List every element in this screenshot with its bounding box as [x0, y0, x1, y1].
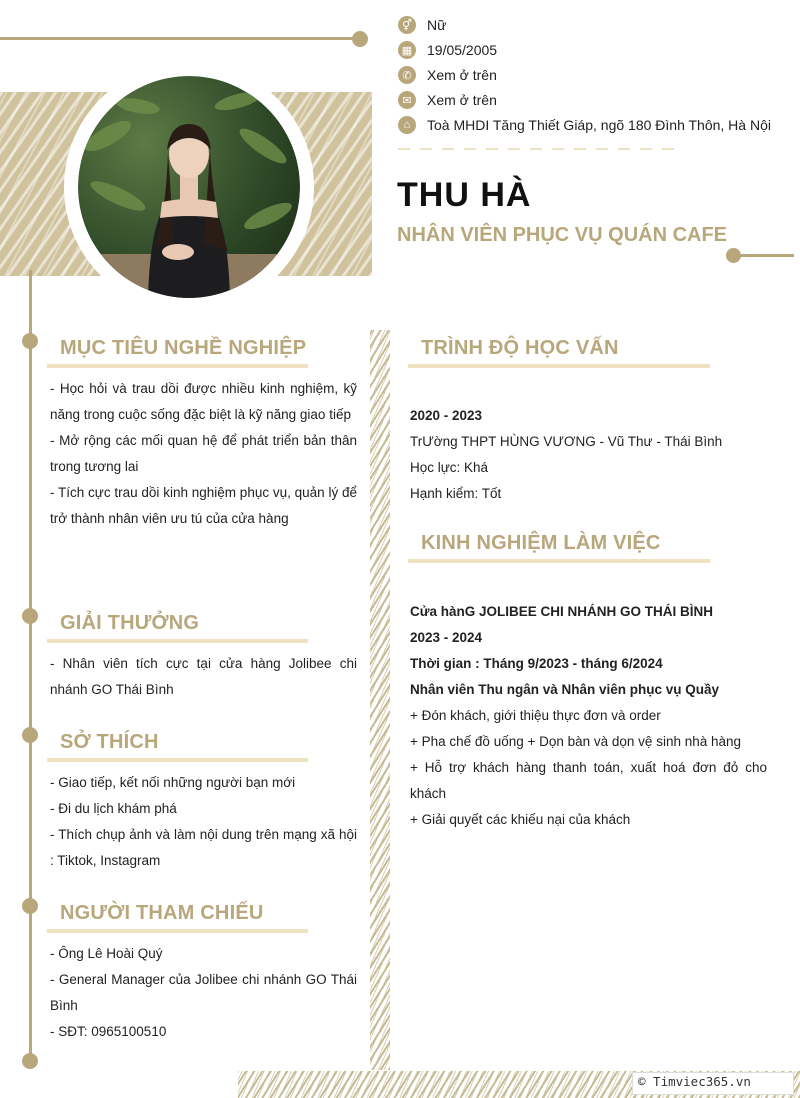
education-title: TRÌNH ĐỘ HỌC VẤN [421, 337, 619, 359]
education-grade: Học lực: Khá [410, 460, 489, 475]
hobbies-body [50, 770, 357, 874]
left-timeline-dot-awards [22, 608, 38, 624]
hobbies-line: - Thích chụp ảnh và làm nội dung trên mạng xã hội : Tiktok, Instagram [50, 827, 357, 868]
education-school: TrƯờng THPT HÙNG VƯƠNG - Vũ Thư - Thái Bình [410, 434, 723, 449]
experience-time: Thời gian : Tháng 9/2023 - tháng 6/2024 [410, 656, 663, 671]
avatar-photo [78, 76, 300, 298]
hobbies-underline [47, 758, 308, 762]
left-timeline [29, 270, 32, 1062]
objective-line: - Học hỏi và trau dồi được nhiều kinh nghiệm, kỹ năng trong cuộc sống đặc biệt là kỹ năng giao tiếp [50, 381, 357, 422]
left-timeline-dot-end [22, 1053, 38, 1069]
avatar [64, 62, 314, 312]
education-underline [408, 364, 710, 368]
experience-task: + Giải quyết các khiếu nại của khách [410, 812, 631, 827]
info-address [398, 115, 771, 135]
watermark-text: © Timviec365.vn [638, 1074, 751, 1089]
email-icon: ✉ [398, 91, 416, 109]
top-left-rule [0, 37, 354, 40]
info-email [398, 90, 497, 110]
position-rule [736, 254, 794, 257]
info-email-text: Xem ở trên [427, 92, 497, 108]
awards-underline [47, 639, 308, 643]
candidate-name: THU HÀ [397, 176, 532, 214]
hobbies-line: - Đi du lịch khám phá [50, 801, 177, 816]
references-line: - General Manager của Jolibee chi nhánh GO Thái Bình [50, 972, 357, 1013]
home-icon: ⌂ [398, 116, 416, 134]
objective-line: - Tích cực trau dồi kinh nghiệm phục vụ, quản lý để trở thành nhân viên ưu tú của cửa hàng [50, 485, 357, 526]
candidate-position: NHÂN VIÊN PHỤC VỤ QUÁN CAFE [397, 224, 728, 246]
references-line: - Ông Lê Hoài Quý [50, 946, 163, 961]
info-address-text: Toà MHDI Tăng Thiết Giáp, ngõ 180 Đình Thôn, Hà Nội [427, 117, 771, 133]
education-conduct: Hạnh kiểm: Tốt [410, 486, 502, 501]
education-body [410, 403, 770, 507]
calendar-icon: ▦ [398, 41, 416, 59]
info-gender-text: Nữ [427, 17, 447, 33]
experience-role: Nhân viên Thu ngân và Nhân viên phục vụ Quầy [410, 682, 720, 697]
education-period: 2020 - 2023 [410, 408, 483, 423]
left-timeline-dot-objective [22, 333, 38, 349]
experience-body [410, 599, 767, 833]
experience-company: Cửa hànG JOLIBEE CHI NHÁNH GO THÁI BÌNH [410, 604, 714, 619]
experience-period: 2023 - 2024 [410, 630, 483, 645]
top-left-rule-dot [352, 31, 368, 47]
references-title: NGƯỜI THAM CHIẾU [60, 902, 264, 924]
gender-icon: ⚥ [398, 16, 416, 34]
experience-underline [408, 559, 710, 563]
objective-title: MỤC TIÊU NGHỀ NGHIỆP [60, 337, 307, 359]
hobbies-line: - Giao tiếp, kết nối những người bạn mới [50, 775, 296, 790]
experience-task: + Hỗ trợ khách hàng thanh toán, xuất hoá đơn đỏ cho khách [410, 760, 767, 801]
info-dob-text: 19/05/2005 [427, 42, 498, 58]
experience-task: + Pha chế đồ uống + Dọn bàn và dọn vệ sinh nhà hàng [410, 734, 742, 749]
awards-title: GIẢI THƯỞNG [60, 612, 200, 634]
objective-line: - Mở rộng các mối quan hệ để phát triển bản thân trong tương lai [50, 433, 357, 474]
left-timeline-dot-references [22, 898, 38, 914]
experience-task: + Đón khách, giới thiệu thực đơn và order [410, 708, 661, 723]
phone-icon: ✆ [398, 66, 416, 84]
references-underline [47, 929, 308, 933]
hobbies-title: SỞ THÍCH [60, 731, 159, 753]
info-dob [398, 40, 497, 60]
center-hatched-divider [370, 330, 390, 1070]
objective-body [50, 376, 357, 532]
objective-underline [47, 364, 308, 368]
awards-line: - Nhân viên tích cực tại cửa hàng Jolibee chi nhánh GO Thái Bình [50, 656, 357, 697]
experience-title: KINH NGHIỆM LÀM VIỆC [421, 532, 661, 554]
info-gender [398, 15, 446, 35]
info-phone [398, 65, 497, 85]
info-dashed-separator [398, 148, 678, 150]
left-timeline-dot-hobbies [22, 727, 38, 743]
awards-body [50, 651, 357, 703]
info-phone-text: Xem ở trên [427, 67, 497, 83]
references-body [50, 941, 357, 1045]
references-line: - SĐT: 0965100510 [50, 1024, 167, 1039]
